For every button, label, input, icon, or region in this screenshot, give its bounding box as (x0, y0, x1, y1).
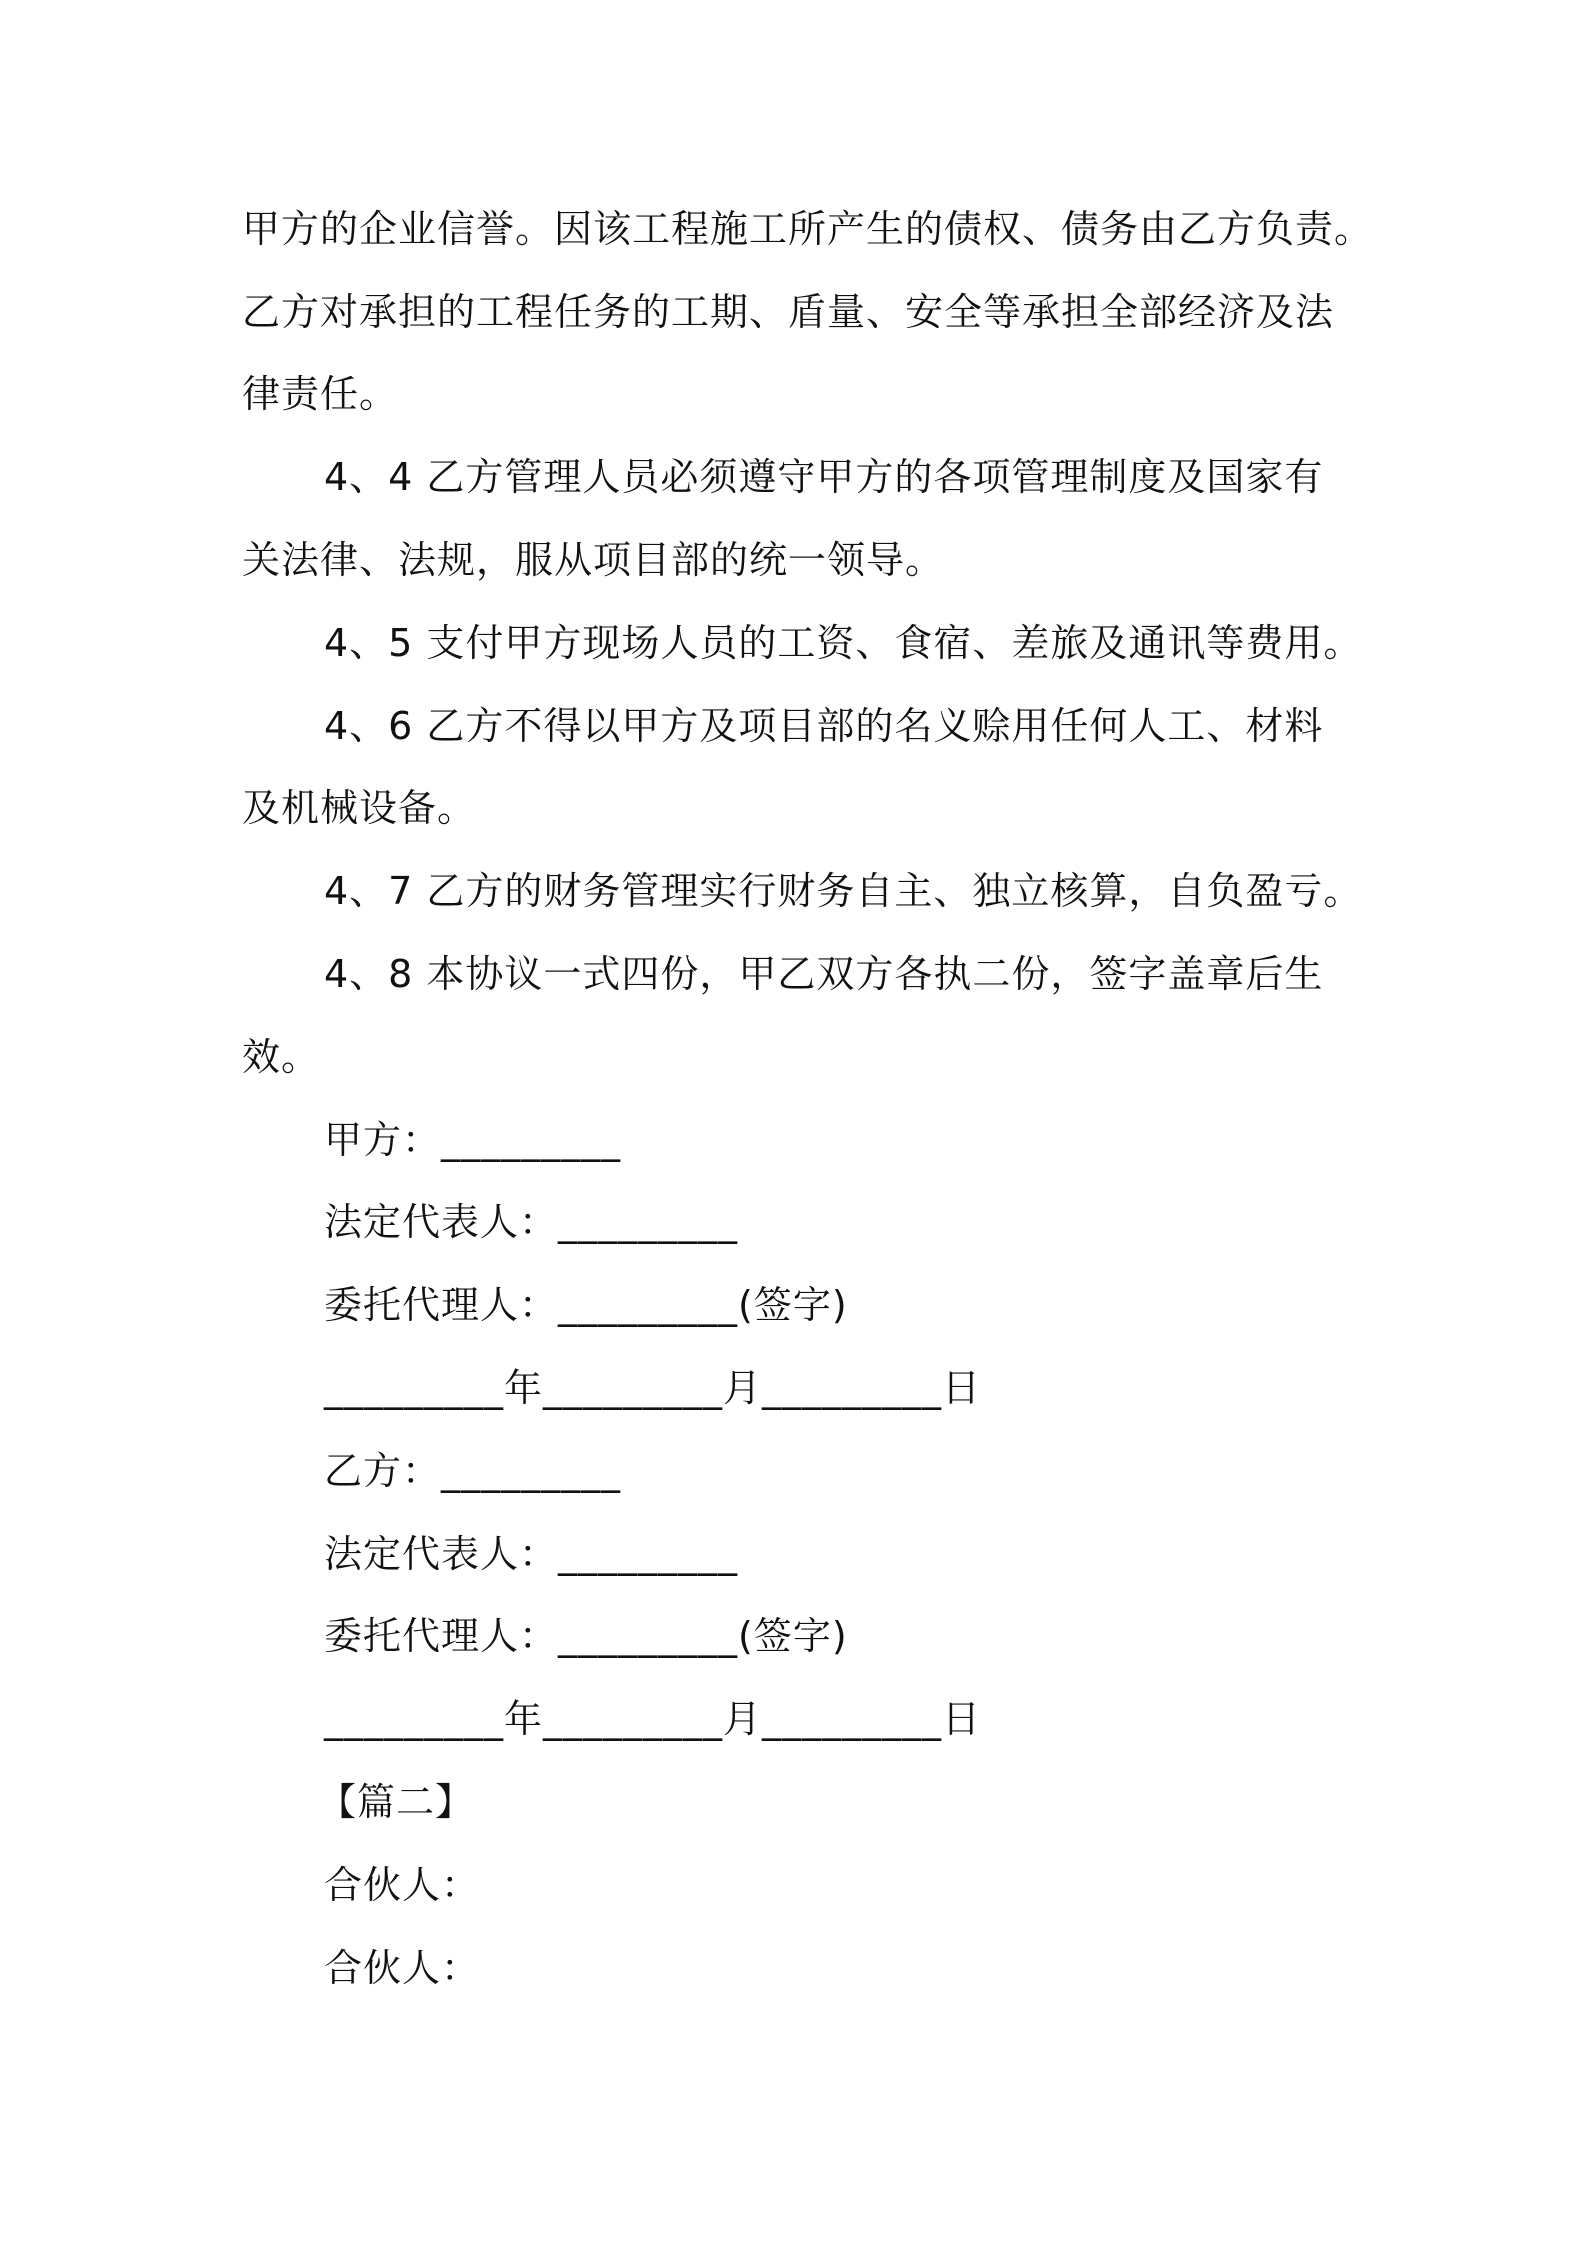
text-line: 甲方的企业信誉。因该工程施工所产生的债权、债务由乙方负责。 (242, 207, 1374, 251)
partner-field: 合伙人： (324, 1863, 481, 1907)
party-b-date-field: _________年_________月_________日 (324, 1697, 982, 1741)
party-a-legal-rep-field: 法定代表人：_________ (324, 1200, 739, 1244)
text-line: 乙方对承担的工程任务的工期、盾量、安全等承担全部经济及法 (242, 290, 1335, 334)
party-b-legal-rep-field: 法定代表人：_________ (324, 1532, 739, 1576)
clause-4-4: 4、4 乙方管理人员必须遵守甲方的各项管理制度及国家有 (324, 455, 1324, 499)
section-heading: 【篇二】 (318, 1780, 475, 1824)
text-line: 及机械设备。 (242, 786, 477, 830)
party-a-field: 甲方：_________ (324, 1118, 622, 1162)
text-line: 效。 (242, 1035, 321, 1079)
clause-4-7: 4、7 乙方的财务管理实行财务自主、独立核算，自负盈亏。 (324, 869, 1363, 913)
party-b-field: 乙方：_________ (324, 1449, 622, 1493)
party-b-agent-field: 委托代理人：_________(签字) (324, 1614, 848, 1658)
text-line: 律责任。 (242, 372, 399, 416)
party-a-date-field: _________年_________月_________日 (324, 1366, 982, 1410)
clause-4-5: 4、5 支付甲方现场人员的工资、食宿、差旅及通讯等费用。 (324, 621, 1363, 665)
clause-4-6: 4、6 乙方不得以甲方及项目部的名义赊用任何人工、材料 (324, 704, 1324, 748)
partner-field: 合伙人： (324, 1946, 481, 1990)
party-a-agent-field: 委托代理人：_________(签字) (324, 1283, 848, 1327)
text-line: 关法律、法规，服从项目部的统一领导。 (242, 538, 945, 582)
clause-4-8: 4、8 本协议一式四份，甲乙双方各执二份，签字盖章后生 (324, 952, 1324, 996)
